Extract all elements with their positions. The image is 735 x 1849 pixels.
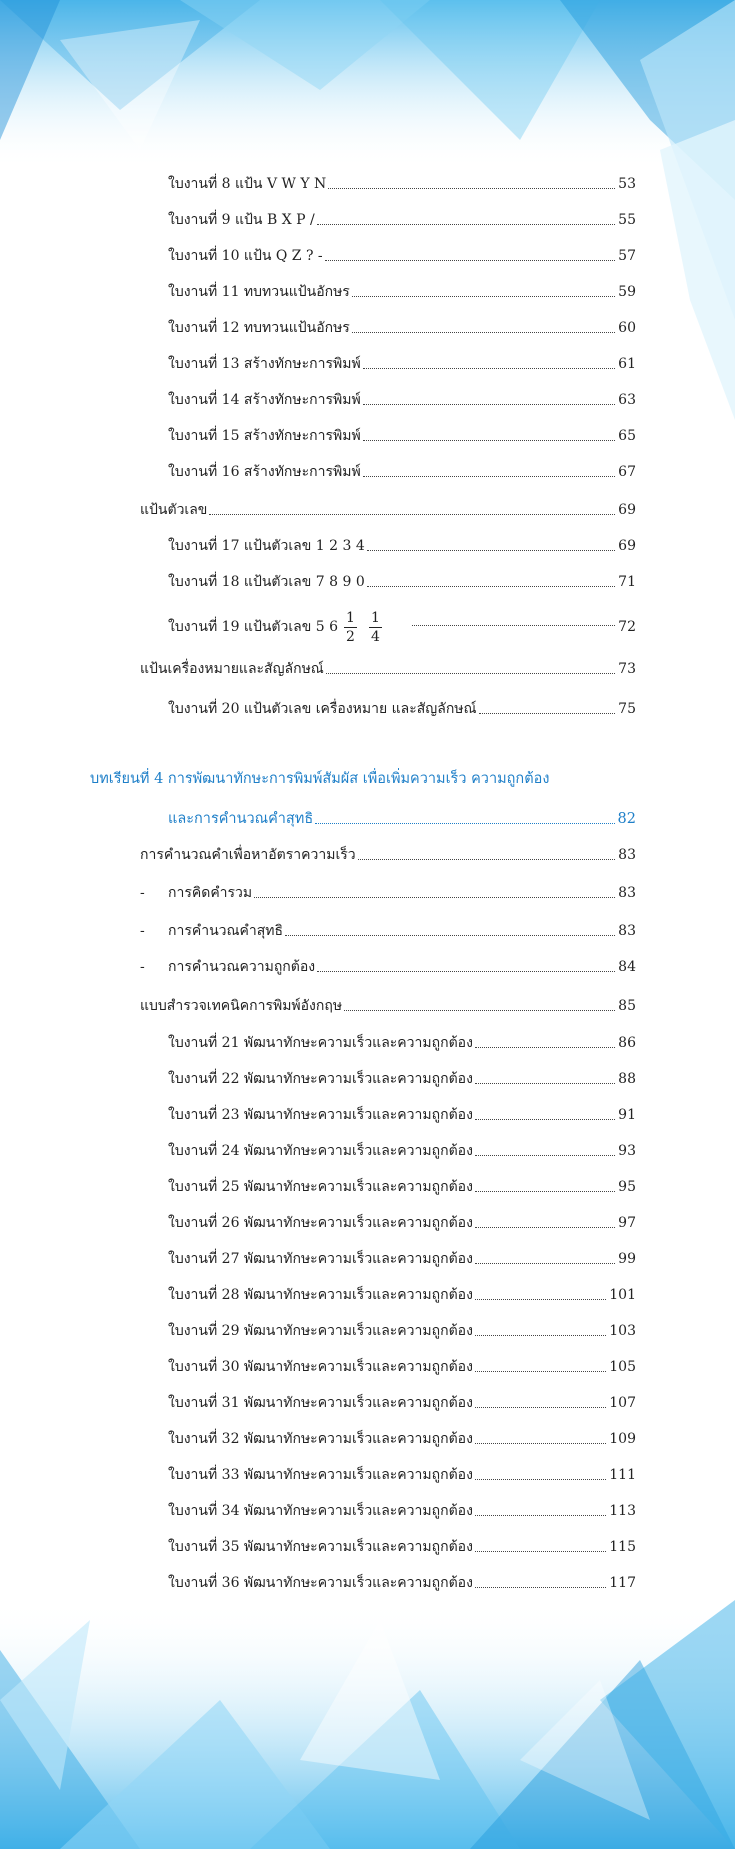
toc-entry-page: 83 <box>618 885 636 901</box>
toc-entry[interactable] <box>168 1138 636 1160</box>
toc-leader-dots <box>475 1479 606 1480</box>
toc-entry-label: ใบงานที่ 20 แป้นตัวเลข เครื่องหมาย และสัญลักษณ์ <box>168 701 477 717</box>
toc-entry-label: แป้นตัวเลข <box>140 502 208 518</box>
toc-leader-dots <box>363 368 615 369</box>
toc-entry-page: 83 <box>618 923 636 939</box>
toc-entry[interactable] <box>168 207 636 229</box>
toc-entry[interactable] <box>168 1462 636 1484</box>
toc-entry[interactable] <box>168 1282 636 1304</box>
fraction-one-quarter <box>369 609 382 646</box>
toc-entry-page: 107 <box>609 1395 636 1411</box>
toc-entry[interactable] <box>168 1498 636 1520</box>
toc-leader-dots <box>363 404 615 405</box>
toc-entry-page: 72 <box>618 619 636 635</box>
toc-entry-page: 93 <box>618 1143 636 1159</box>
toc-entry[interactable] <box>168 533 636 555</box>
toc-entry-page: 69 <box>618 538 636 554</box>
toc-entry-page: 55 <box>618 212 636 228</box>
fraction-denominator: 2 <box>346 628 355 645</box>
toc-entry[interactable] <box>168 1426 636 1448</box>
fraction-numerator: 1 <box>370 609 380 626</box>
toc-entry-label: ใบงานที่ 10 แป้น Q Z ? - <box>168 248 323 264</box>
toc-entry[interactable] <box>168 1318 636 1340</box>
toc-entry[interactable] <box>168 1102 636 1124</box>
toc-leader-dots <box>475 1407 606 1408</box>
toc-entry-label: ใบงานที่ 31 พัฒนาทักษะความเร็วและความถูกต้อง <box>168 1395 473 1411</box>
toc-entry-label: การคำนวณคำเพื่อหาอัตราความเร็ว <box>140 847 356 863</box>
toc-entry-page: 111 <box>609 1467 636 1483</box>
toc-leader-dots <box>475 1299 606 1300</box>
toc-entry-page: 63 <box>618 392 636 408</box>
toc-leader-dots <box>475 1083 615 1084</box>
toc-entry-page: 95 <box>618 1179 636 1195</box>
bullet-dash: - <box>140 923 145 939</box>
toc-entry[interactable] <box>168 1030 636 1052</box>
toc-entry[interactable] <box>168 569 636 591</box>
toc-entry[interactable] <box>168 279 636 301</box>
toc-entry-page: 109 <box>609 1431 636 1447</box>
toc-entry-page: 53 <box>618 176 636 192</box>
toc-entry[interactable] <box>168 1570 636 1592</box>
toc-entry[interactable] <box>168 387 636 409</box>
toc-entry-label: ใบงานที่ 15 สร้างทักษะการพิมพ์ <box>168 428 361 444</box>
toc-entry[interactable] <box>168 351 636 373</box>
toc-leader-dots <box>325 260 616 261</box>
toc-entry-page: 65 <box>618 428 636 444</box>
toc-leader-dots <box>315 823 614 824</box>
toc-entry-page: 60 <box>618 320 636 336</box>
toc-entry-page: 91 <box>618 1107 636 1123</box>
toc-entry-label: ใบงานที่ 18 แป้นตัวเลข 7 8 9 0 <box>168 574 365 590</box>
toc-bullet-entry[interactable] <box>140 880 636 902</box>
toc-entry[interactable] <box>168 1066 636 1088</box>
lesson-4-title: บทเรียนที่ 4 การพัฒนาทักษะการพิมพ์สัมผัส เพื่อเพิ่มความเร็ว ความถูกต้อง <box>90 771 550 787</box>
toc-entry-label: ใบงานที่ 16 สร้างทักษะการพิมพ์ <box>168 464 361 480</box>
toc-section-number-keys[interactable] <box>140 497 636 519</box>
toc-entry-label: ใบงานที่ 24 พัฒนาทักษะความเร็วและความถูกต้อง <box>168 1143 473 1159</box>
toc-entry-label: ใบงานที่ 26 พัฒนาทักษะความเร็วและความถูกต้อง <box>168 1215 473 1231</box>
toc-entry-label: ใบงานที่ 17 แป้นตัวเลข 1 2 3 4 <box>168 538 365 554</box>
toc-leader-dots <box>352 332 615 333</box>
toc-leader-dots <box>352 296 615 297</box>
toc-entry-label: ใบงานที่ 32 พัฒนาทักษะความเร็วและความถูกต้อง <box>168 1431 473 1447</box>
toc-entry-page: 88 <box>618 1071 636 1087</box>
toc-leader-dots <box>475 1155 615 1156</box>
toc-entry-page: 67 <box>618 464 636 480</box>
toc-leader-dots <box>475 1119 615 1120</box>
toc-entry-page: 103 <box>609 1323 636 1339</box>
toc-entry[interactable] <box>168 423 636 445</box>
toc-entry-page: 73 <box>618 661 636 677</box>
toc-leader-dots <box>479 713 616 714</box>
fraction-denominator: 4 <box>370 628 380 645</box>
toc-entry[interactable] <box>168 243 636 265</box>
toc-entry-page: 57 <box>618 248 636 264</box>
toc-entry-label: ใบงานที่ 21 พัฒนาทักษะความเร็วและความถูกต้อง <box>168 1035 473 1051</box>
toc-entry-page: 59 <box>618 284 636 300</box>
toc-entry-label: ใบงานที่ 19 แป้นตัวเลข 5 6 <box>168 619 339 635</box>
toc-entry-page: 82 <box>617 811 636 827</box>
toc-entry-label: ใบงานที่ 36 พัฒนาทักษะความเร็วและความถูกต้อง <box>168 1575 473 1591</box>
toc-leader-dots <box>367 586 615 587</box>
toc-entry-page: 84 <box>618 959 636 975</box>
toc-leader-dots <box>475 1191 615 1192</box>
toc-entry[interactable] <box>168 1174 636 1196</box>
toc-entry[interactable] <box>168 171 636 193</box>
toc-entry-label: ใบงานที่ 25 พัฒนาทักษะความเร็วและความถูกต้อง <box>168 1179 473 1195</box>
lesson-4-title-line2: และการคำนวณคำสุทธิ <box>168 811 314 827</box>
toc-leader-dots <box>209 514 615 515</box>
toc-entry-label: ใบงานที่ 12 ทบทวนแป้นอักษร <box>168 320 350 336</box>
toc-leader-dots <box>358 859 616 860</box>
toc-entry-page: 83 <box>618 847 636 863</box>
toc-entry-label: ใบงานที่ 11 ทบทวนแป้นอักษร <box>168 284 350 300</box>
toc-leader-dots <box>363 440 615 441</box>
toc-entry-label: ใบงานที่ 28 พัฒนาทักษะความเร็วและความถูกต้อง <box>168 1287 473 1303</box>
toc-leader-dots <box>475 1371 606 1372</box>
toc-entry[interactable] <box>168 315 636 337</box>
toc-leader-dots <box>328 188 615 189</box>
toc-section-symbols[interactable] <box>140 656 636 678</box>
toc-bullet-entry[interactable] <box>140 918 636 940</box>
toc-leader-dots <box>475 1443 606 1444</box>
toc-entry-page: 105 <box>609 1359 636 1375</box>
toc-entry-label: ใบงานที่ 14 สร้างทักษะการพิมพ์ <box>168 392 361 408</box>
toc-entry-label: การคิดคำรวม <box>168 885 253 901</box>
toc-leader-dots <box>317 971 615 972</box>
toc-entry-page: 86 <box>618 1035 636 1051</box>
toc-entry[interactable] <box>168 1210 636 1232</box>
toc-leader-dots <box>475 1227 615 1228</box>
toc-leader-dots <box>326 673 615 674</box>
toc-entry[interactable] <box>168 1246 636 1268</box>
toc-leader-dots <box>317 224 615 225</box>
toc-section-calculation[interactable] <box>140 842 636 864</box>
toc-entry-label: ใบงานที่ 35 พัฒนาทักษะความเร็วและความถูกต้อง <box>168 1539 473 1555</box>
toc-entry-label: ใบงานที่ 29 พัฒนาทักษะความเร็วและความถูกต้อง <box>168 1323 473 1339</box>
toc-entry-sheet-19[interactable] <box>168 605 636 649</box>
toc-entry-label: ใบงานที่ 34 พัฒนาทักษะความเร็วและความถูกต้อง <box>168 1503 473 1519</box>
toc-leader-dots <box>254 897 615 898</box>
toc-entry-label: ใบงานที่ 23 พัฒนาทักษะความเร็วและความถูกต้อง <box>168 1107 473 1123</box>
fraction-numerator: 1 <box>346 609 355 626</box>
toc-bullet-entry[interactable] <box>140 954 636 976</box>
toc-entry-label: ใบงานที่ 13 สร้างทักษะการพิมพ์ <box>168 356 361 372</box>
toc-entry-label: ใบงานที่ 8 แป้น V W Y N <box>168 176 327 192</box>
toc-leader-dots <box>475 1047 615 1048</box>
fraction-one-half <box>344 609 357 646</box>
toc-entry-page: 61 <box>618 356 636 372</box>
toc-entry[interactable] <box>168 1390 636 1412</box>
toc-entry-label: การคำนวณคำสุทธิ <box>168 923 284 939</box>
toc-entry-page: 115 <box>609 1539 636 1555</box>
toc-leader-dots <box>475 1335 606 1336</box>
toc-leader-dots <box>475 1515 606 1516</box>
toc-entry[interactable] <box>168 696 636 718</box>
toc-leader-dots <box>475 1551 606 1552</box>
toc-entry-page: 69 <box>618 502 636 518</box>
lesson-4-heading[interactable] <box>90 766 636 788</box>
toc-leader-dots <box>412 625 615 626</box>
toc-entry-page: 97 <box>618 1215 636 1231</box>
toc-entry-label: ใบงานที่ 22 พัฒนาทักษะความเร็วและความถูกต้อง <box>168 1071 473 1087</box>
toc-entry-page: 71 <box>618 574 636 590</box>
toc-entry-label: แบบสำรวจเทคนิคการพิมพ์อังกฤษ <box>140 998 343 1014</box>
toc-entry-page: 101 <box>609 1287 636 1303</box>
toc-leader-dots <box>475 1263 615 1264</box>
toc-entry[interactable] <box>168 1534 636 1556</box>
toc-leader-dots <box>367 550 615 551</box>
toc-entry-label: ใบงานที่ 33 พัฒนาทักษะความเร็วและความถูกต้อง <box>168 1467 473 1483</box>
toc-entry-page: 99 <box>618 1251 636 1267</box>
bullet-dash: - <box>140 885 145 901</box>
toc-leader-dots <box>285 935 615 936</box>
toc-entry[interactable] <box>168 1354 636 1376</box>
toc-leader-dots <box>363 476 615 477</box>
bullet-dash: - <box>140 959 145 975</box>
toc-entry-page: 75 <box>618 701 636 717</box>
toc-entry-label: ใบงานที่ 30 พัฒนาทักษะความเร็วและความถูกต้อง <box>168 1359 473 1375</box>
toc-entry-label: ใบงานที่ 27 พัฒนาทักษะความเร็วและความถูกต้อง <box>168 1251 473 1267</box>
toc-entry-label: การคำนวณความถูกต้อง <box>168 959 316 975</box>
toc-entry-page: 113 <box>609 1503 636 1519</box>
toc-entry-label: ใบงานที่ 9 แป้น B X P / <box>168 212 315 228</box>
toc-leader-dots <box>475 1587 606 1588</box>
toc-section-drills[interactable] <box>140 993 636 1015</box>
toc-entry-page: 85 <box>618 998 636 1014</box>
toc-entry[interactable] <box>168 459 636 481</box>
toc-entry-label: แป้นเครื่องหมายและสัญลักษณ์ <box>140 661 324 677</box>
lesson-4-heading-continued[interactable] <box>168 806 636 828</box>
toc-entry-page: 117 <box>609 1575 636 1591</box>
toc-leader-dots <box>344 1010 615 1011</box>
